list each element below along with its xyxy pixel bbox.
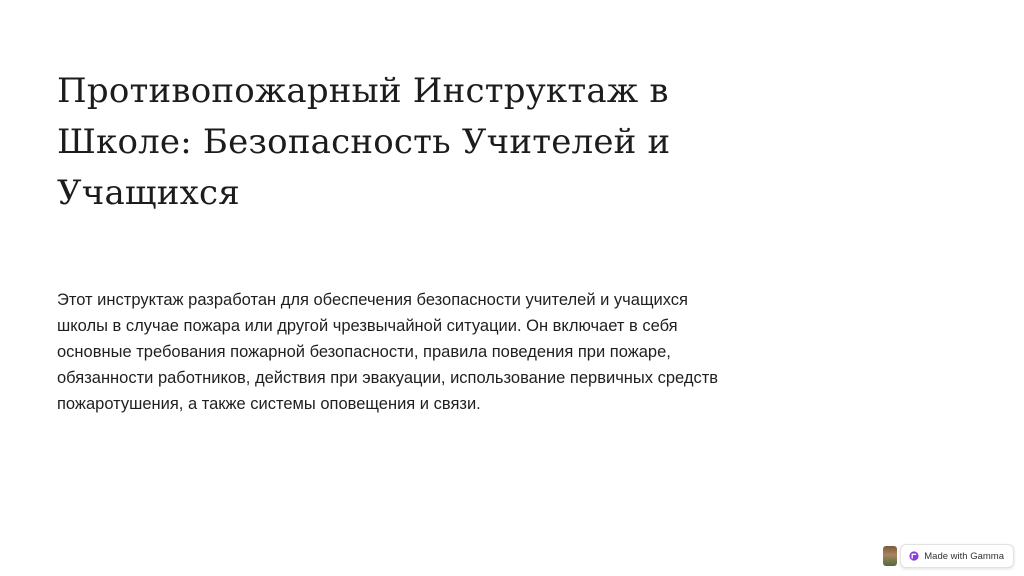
made-with-gamma-area[interactable] — [883, 544, 1014, 568]
badge-label: Made with Gamma — [924, 550, 1004, 562]
slide-title: Противопожарный Инструктаж в Школе: Безопасность Учителей и Учащихся — [57, 71, 671, 213]
author-avatar — [883, 546, 897, 566]
gamma-logo-icon — [909, 551, 919, 561]
made-with-gamma-badge[interactable] — [900, 544, 1014, 568]
slide-description: Этот инструктаж разработан для обеспечения безопасности учителей и учащихся школы в случае пожара или другой чрезвычайной ситуации. Он включает в себя основные требования пожарной безопасности, правила поведения при пожаре, обязанности работников, действия при эвакуации, использование первичных средств пожаротушения, а также системы оповещения и связи. — [57, 291, 719, 413]
